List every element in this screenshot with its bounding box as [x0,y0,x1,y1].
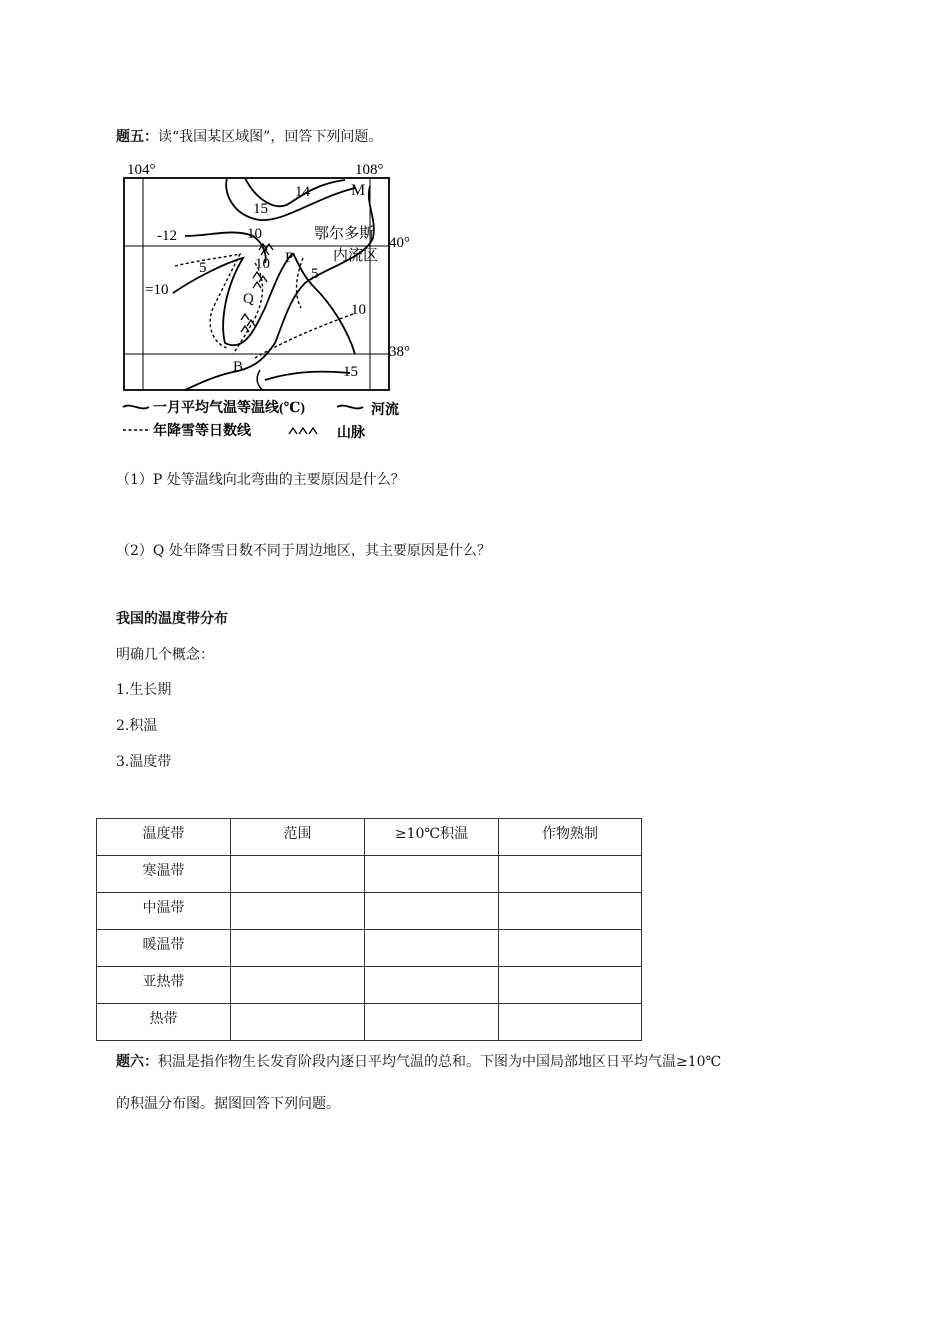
question-5-1: （1）P 处等温线向北弯曲的主要原因是什么？ [116,472,405,488]
isotherm-label-15-south: 15 [343,364,358,380]
temperature-zone-table [96,818,642,1041]
isotherm-label-15-north: 15 [253,201,268,217]
question-5-2: （2）Q 处年降雪日数不同于周边地区，其主要原因是什么？ [116,543,491,559]
table-row [97,893,642,930]
table-cell [365,930,499,967]
table-cell [499,856,642,893]
table-row [97,1004,642,1041]
table-row-label: 寒温带 [97,856,231,893]
isotherm-label-10-north: 10 [247,226,262,242]
concept-item-2: 2.积温 [116,718,158,734]
table-row-label: 亚热带 [97,967,231,1004]
table-row [97,856,642,893]
question-5-heading [116,127,382,147]
table-cell [231,856,365,893]
legend-isotherm-swatch [123,406,149,409]
isotherm-label-14: 14 [295,184,310,200]
legend-mountain-icon [289,428,317,434]
snow-label-10-east: 10 [351,302,366,318]
legend-river-label: 河流 [371,403,399,418]
table-row-label: 热带 [97,1004,231,1041]
concept-item-1: 1.生长期 [116,682,172,698]
table-header-cell: ≥10℃积温 [365,819,499,856]
point-p: P [285,250,294,266]
isotherm-label-minus10: =10 [145,282,169,298]
table-row-label: 暖温带 [97,930,231,967]
isotherm-15-north [226,178,355,220]
table-cell [231,1004,365,1041]
table-cell [365,1004,499,1041]
table-cell [231,967,365,1004]
label-lon-108: 108° [355,162,384,178]
snow-label-5-west: 5 [199,260,207,276]
legend-mountain-label: 山脉 [337,426,365,441]
snow-label-10-west: 10 [255,256,270,272]
table-cell [231,930,365,967]
table-cell [499,967,642,1004]
river-branch [257,370,263,390]
isotherm-minus10 [173,253,293,345]
table-row [97,967,642,1004]
legend-isotherm-label: 一月平均气温等温线(℃) [153,401,306,416]
question-6-text1: 积温是指作物生长发育阶段内逐日平均气温的总和。下图为中国局部地区日平均气温≥10℃ [158,1054,722,1070]
label-lon-104: 104° [127,162,156,178]
point-b: B [233,359,244,375]
label-lat-38: 38° [389,344,410,360]
concept-item-3: 3.温度带 [116,754,172,770]
section-intro: 明确几个概念： [116,647,214,663]
snowline-5-west [175,254,240,348]
point-q: Q [243,291,254,307]
snow-label-5-east: 5 [311,266,319,282]
table-cell [365,856,499,893]
snowline-10-west [233,263,263,354]
table-header-cell: 温度带 [97,819,231,856]
table-header-cell: 范围 [231,819,365,856]
question-6-line1 [116,1052,721,1072]
table-row-label: 中温带 [97,893,231,930]
legend-snow-label: 年降雪等日数线 [153,424,251,439]
question-5-label: 题五： [116,129,158,145]
point-m: M [351,182,366,199]
isotherm-15-south [265,372,350,380]
section-title: 我国的温度带分布 [116,611,228,627]
table-header-cell: 作物熟制 [499,819,642,856]
isotherm-label-minus12: -12 [157,228,177,244]
region-map [115,158,420,443]
region-name-line1: 鄂尔多斯 [314,226,375,242]
isotherm-10 [293,253,355,354]
label-lat-40: 40° [389,235,410,251]
region-name-line2: 内流区 [333,248,379,264]
table-cell [499,1004,642,1041]
region-map-svg [115,158,420,443]
question-6-line2: 的积温分布图。据图回答下列问题。 [116,1096,340,1112]
table-cell [365,967,499,1004]
question-5-text: 读“我国某区域图”，回答下列问题。 [158,129,383,145]
snowline-5-east [297,258,303,308]
table-cell [231,893,365,930]
question-6-label: 题六： [116,1054,158,1070]
table-row [97,930,642,967]
table-cell [499,893,642,930]
legend-river-swatch [337,406,363,409]
table-cell [499,930,642,967]
table-header-row [97,819,642,856]
table-cell [365,893,499,930]
